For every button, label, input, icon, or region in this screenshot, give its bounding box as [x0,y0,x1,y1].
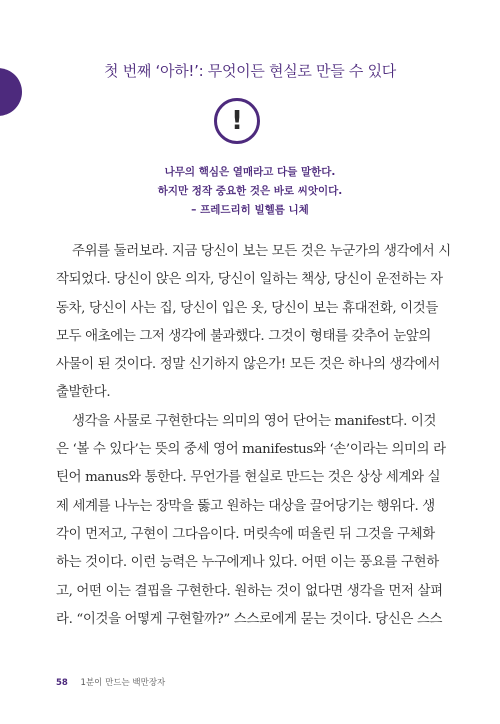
text-line: 모두 애초에는 그저 생각에 불과했다. 그것이 형태를 갖추어 눈앞의 [56,328,431,344]
body-text [56,238,451,634]
text-line: 라. “이것을 어떻게 구현할까?” 스스로에게 묻는 것이다. 당신은 스스 [56,611,443,627]
paragraph-2 [56,408,446,634]
epigraph-line-2: 하지만 정작 중요한 것은 바로 씨앗이다. [157,185,343,197]
text-line: 동차, 당신이 사는 집, 당신이 입은 옷, 당신이 보는 휴대전화, 이것들 [56,300,438,316]
text-line: 각이 먼저고, 구현이 그다음이다. 머릿속에 떠올린 뒤 그것을 구체화 [56,526,435,542]
text-line: 출발한다. [56,385,111,401]
paragraph-1 [56,238,451,408]
text-line: 틴어 manus와 통한다. 무언가를 현실로 만드는 것은 상상 세계와 실 [56,470,441,486]
text-line: 고, 어떤 이는 결핍을 구현한다. 원하는 것이 없다면 생각을 먼저 살펴 [56,583,443,599]
exclamation-glyph: ! [231,106,243,136]
text-line: 은 ‘볼 수 있다’는 뜻의 중세 영어 manifestus와 ‘손’이라는 의미의 라 [56,442,446,458]
book-title: 1분이 만드는 백만장자 [80,678,166,688]
epigraph-line-1: 나무의 핵심은 열매라고 다들 말한다. [164,166,336,178]
epigraph [0,163,500,220]
page-footer [56,676,165,688]
text-line: 주위를 둘러보라. 지금 당신이 보는 모든 것은 누군가의 생각에서 시 [72,244,451,259]
section-heading: 첫 번째 ‘아하!’: 무엇이든 현실로 만들 수 있다 [104,62,396,80]
text-line: 사물이 된 것이다. 정말 신기하지 않은가! 모든 것은 하나의 생각에서 [56,357,440,373]
text-line: 제 세계를 나누는 장막을 뚫고 원하는 대상을 끌어당기는 행위다. 생 [56,498,435,514]
text-line: 작되었다. 당신이 앉은 의자, 당신이 일하는 책상, 당신이 운전하는 자 [56,272,443,288]
text-line: 생각을 사물로 구현한다는 의미의 영어 단어는 manifest다. 이것 [72,413,437,429]
text-line: 하는 것이다. 이런 능력은 누구에게나 있다. 어떤 이는 풍요를 구현하 [56,555,439,571]
exclamation-icon [214,98,260,144]
page-number: 58 [56,678,68,688]
epigraph-attribution: – 프레드리히 빌헬름 니체 [191,204,309,216]
